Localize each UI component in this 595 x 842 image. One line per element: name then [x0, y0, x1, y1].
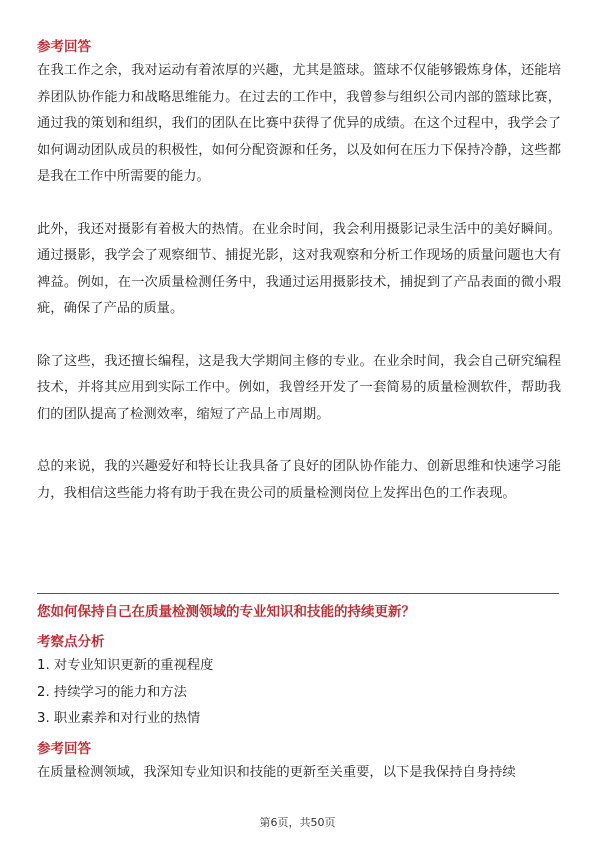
answer-paragraph: 在我工作之余，我对运动有着浓厚的兴趣，尤其是篮球。篮球不仅能够锻炼身体，还能培养团队协作能力和战略思维能力。在过去的工作中，我曾参与组织公司内部的篮球比赛，通过我的策划和组织，我们的团队在比赛中获得了优异的成绩。在这个过程中，我学会了如何调动团队成员的积极性，如何分配资源和任务，以及如何在压力下保持冷静，这些都是我在工作中所需要的能力。	[37, 63, 561, 184]
answer-section	[37, 36, 561, 507]
answer-paragraph: 总的来说，我的兴趣爱好和特长让我具备了良好的团队协作能力、创新思维和快速学习能力，我相信这些能力将有助于我在贵公司的质量检测岗位上发挥出色的工作表现。	[37, 459, 561, 501]
list-item: 1. 对专业知识更新的重视程度	[37, 658, 214, 673]
analysis-label: 考察点分析	[37, 634, 105, 650]
reference-answer-label: 参考回答	[37, 740, 91, 757]
list-item: 2. 持续学习的能力和方法	[37, 684, 187, 700]
page-number: 第6页，共50页	[259, 816, 336, 829]
reference-answer-label: 参考回答	[37, 39, 91, 55]
paragraph-spacer	[37, 323, 561, 349]
answer-paragraph: 此外，我还对摄影有着极大的热情。在业余时间，我会利用摄影记录生活中的美好瞬间。通过摄影，我学会了观察细节、捕捉光影，这对我观察和分析工作现场的质量问题也大有裨益。例如，在一次质量检测任务中，我通过运用摄影技术，捕捉到了产品表面的微小瑕疵，确保了产品的质量。	[37, 221, 561, 316]
answer-paragraph: 除了这些，我还擅长编程，这是我大学期间主修的专业。在业余时间，我会自己研究编程技术，并将其应用到实际工作中。例如，我曾经开发了一套简易的质量检测软件，帮助我们的团队提高了检测效率，缩短了产品上市周期。	[37, 353, 561, 422]
paragraph-spacer	[37, 191, 561, 217]
question-section	[37, 631, 561, 786]
list-item: 3. 职业素养和对行业的热情	[37, 711, 201, 726]
section-divider	[37, 593, 559, 594]
question-heading: 您如何保持自己在质量检测领域的专业知识和技能的持续更新？	[37, 604, 415, 620]
answer-paragraph: 在质量检测领域，我深知专业知识和技能的更新至关重要，以下是我保持自身持续	[37, 764, 516, 780]
paragraph-spacer	[37, 428, 561, 454]
